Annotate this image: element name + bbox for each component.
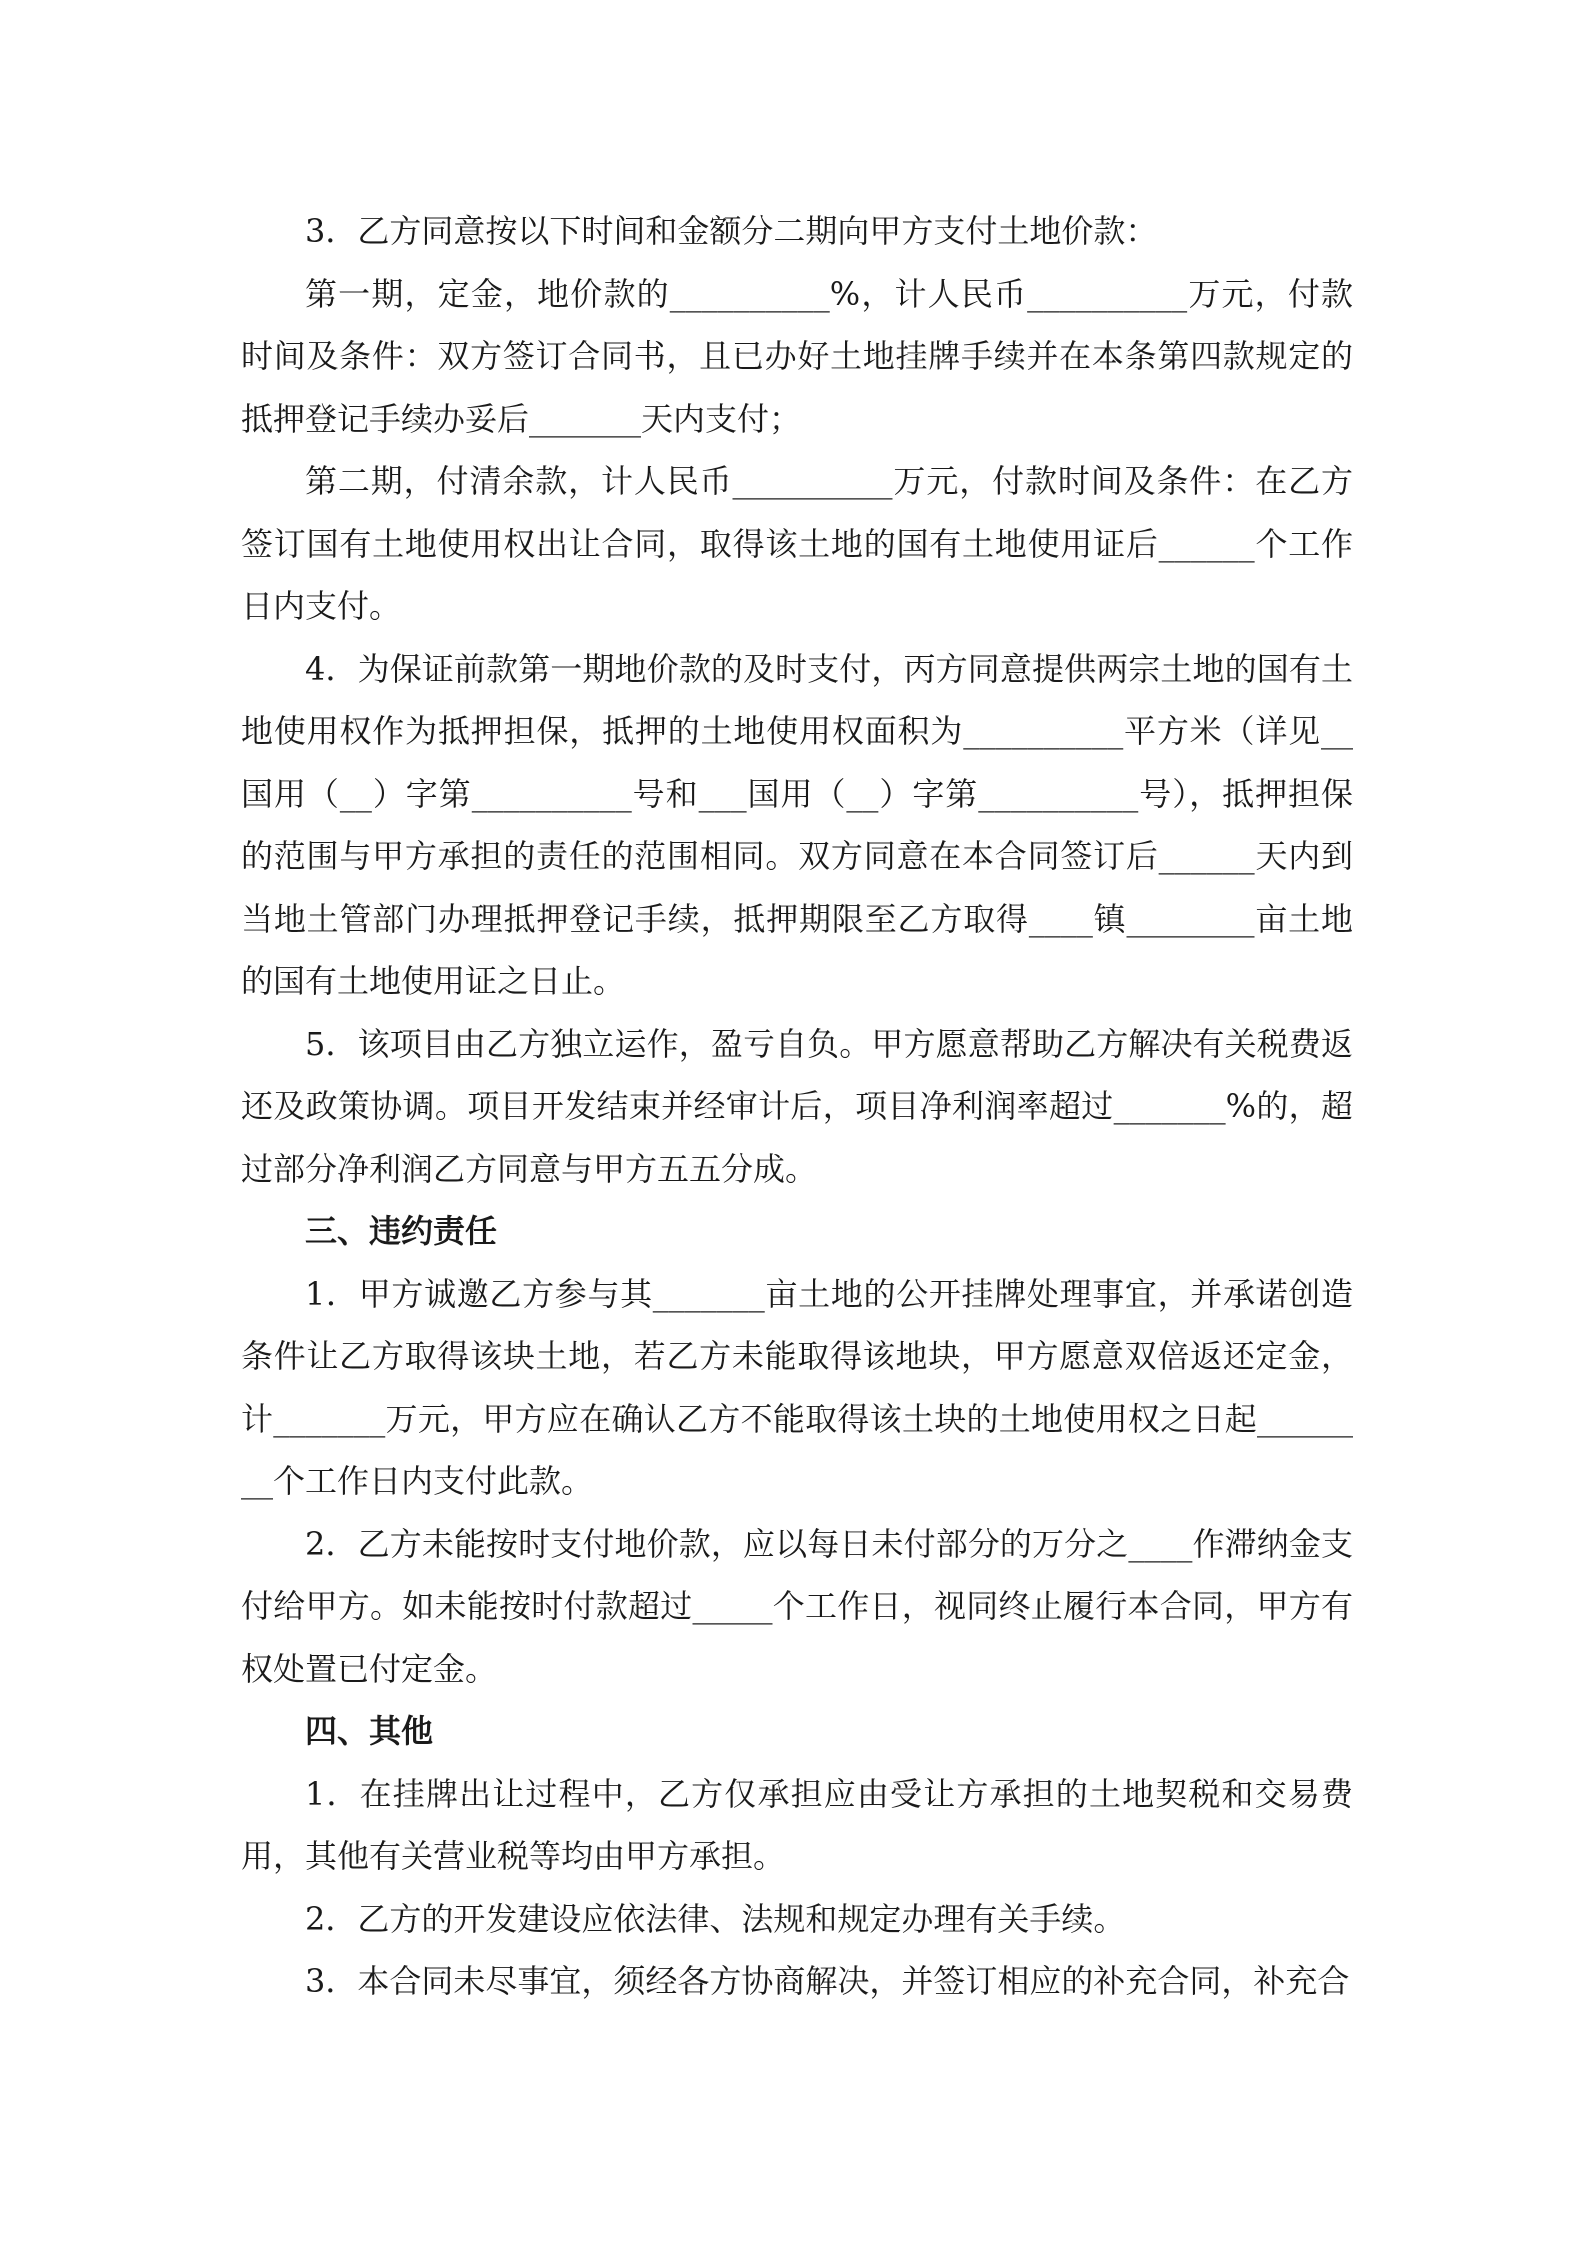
other-clause-1: 1．在挂牌出让过程中，乙方仅承担应由受让方承担的土地契税和交易费用，其他有关营业税等均由甲方承担。 — [241, 1774, 1353, 1875]
section-heading-other: 四、其他 — [305, 1712, 434, 1750]
section-heading-liability: 三、违约责任 — [305, 1212, 498, 1250]
liability-clause-2: 2．乙方未能按时支付地价款，应以每日未付部分的万分之____作滞纳金支付给甲方。如未能按时付款超过_____个工作日，视同终止履行本合同，甲方有权处置已付定金。 — [241, 1524, 1353, 1688]
other-clause-3: 3．本合同未尽事宜，须经各方协商解决，并签订相应的补充合同，补充合 — [305, 1962, 1350, 2000]
clause-4-mortgage: 4．为保证前款第一期地价款的及时支付，丙方同意提供两宗土地的国有土地使用权作为抵押担保，抵押的土地使用权面积为__________平方米（详见__国用（__）字第__________号和___国用（__）字第__________号），抵押担保的范围与甲方承担的责任的范围相同。双方同意在本合同签订后______天内到当地土管部门办理抵押登记手续，抵押期限至乙方取得____镇________亩土地的国有土地使用证之日止。 — [241, 649, 1353, 1000]
other-clause-2: 2．乙方的开发建设应依法律、法规和规定办理有关手续。 — [305, 1899, 1126, 1938]
document-body — [241, 200, 1353, 2013]
liability-clause-1: 1．甲方诚邀乙方参与其_______亩土地的公开挂牌处理事宜，并承诺创造条件让乙方取得该块土地，若乙方未能取得该地块，甲方愿意双倍返还定金，计_______万元，甲方应在确认乙方不能取得该土块的土地使用权之日起________个工作日内支付此款。 — [241, 1274, 1353, 1500]
clause-5-operation: 5．该项目由乙方独立运作，盈亏自负。甲方愿意帮助乙方解决有关税费返还及政策协调。项目开发结束并经审计后，项目净利润率超过_______%的，超过部分净利润乙方同意与甲方五五分成。 — [241, 1024, 1353, 1188]
second-installment-paragraph: 第二期，付清余款，计人民币__________万元，付款时间及条件：在乙方签订国有土地使用权出让合同，取得该土地的国有土地使用证后______个工作日内支付。 — [241, 462, 1353, 625]
clause-3-payment-terms: 3．乙方同意按以下时间和金额分二期向甲方支付土地价款： — [305, 212, 1158, 250]
first-installment-paragraph: 第一期，定金，地价款的__________%，计人民币__________万元，付款时间及条件：双方签订合同书，且已办好土地挂牌手续并在本条第四款规定的抵押登记手续办妥后_______天内支付； — [241, 274, 1353, 438]
